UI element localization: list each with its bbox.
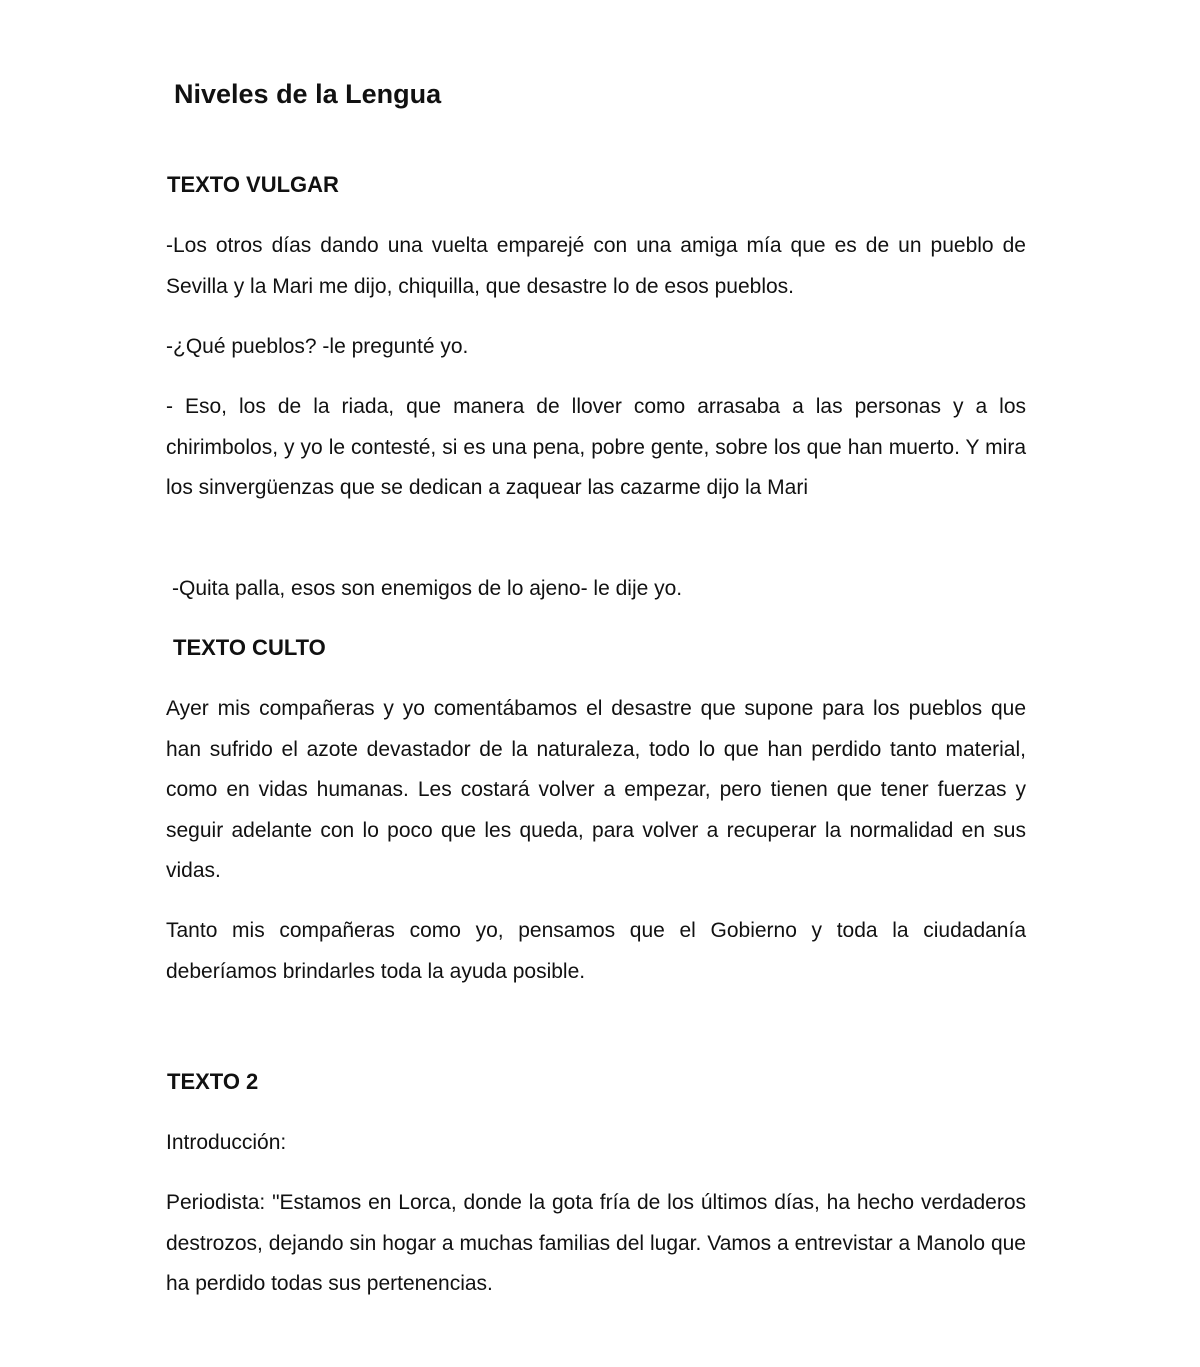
texto2-intro-label: Introducción: [166, 1131, 287, 1154]
culto-paragraph-1: Ayer mis compañeras y yo comentábamos el desastre que supone para los pueblos que han sufrido el azote devastador de la naturaleza, todo lo que han perdido tanto material, como en vidas humanas. Les costará volver a empezar, pero tienen que tener fuerzas y seguir adelante con lo poco que les queda, para volver a recuperar la normalidad en sus vidas. [166, 697, 1026, 883]
heading-texto-vulgar: TEXTO VULGAR [167, 172, 339, 197]
texto2-paragraph-1: Periodista: "Estamos en Lorca, donde la gota fría de los últimos días, ha hecho verdaderos destrozos, dejando sin hogar a muchas familias del lugar. Vamos a entrevistar a Manolo que ha perdido todas sus pertenencias. [166, 1191, 1026, 1296]
vulgar-paragraph-4: -Quita palla, esos son enemigos de lo ajeno- le dije yo. [172, 577, 683, 600]
vulgar-paragraph-2: -¿Qué pueblos? -le pregunté yo. [166, 335, 469, 358]
document-title: Niveles de la Lengua [174, 79, 442, 109]
vulgar-paragraph-1: -Los otros días dando una vuelta emparejé con una amiga mía que es de un pueblo de Sevilla y la Mari me dijo, chiquilla, que desastre lo de esos pueblos. [166, 234, 1026, 298]
heading-texto-culto: TEXTO CULTO [173, 635, 326, 660]
vulgar-paragraph-3: - Eso, los de la riada, que manera de llover como arrasaba a las personas y a los chirimbolos, y yo le contesté, si es una pena, pobre gente, sobre los que han muerto. Y mira los sinvergüenzas que se dedican a zaquear las cazarme dijo la Mari [166, 395, 1026, 500]
culto-paragraph-2: Tanto mis compañeras como yo, pensamos que el Gobierno y toda la ciudadanía deberíamos brindarles toda la ayuda posible. [166, 919, 1026, 983]
heading-texto-2: TEXTO 2 [167, 1069, 259, 1094]
